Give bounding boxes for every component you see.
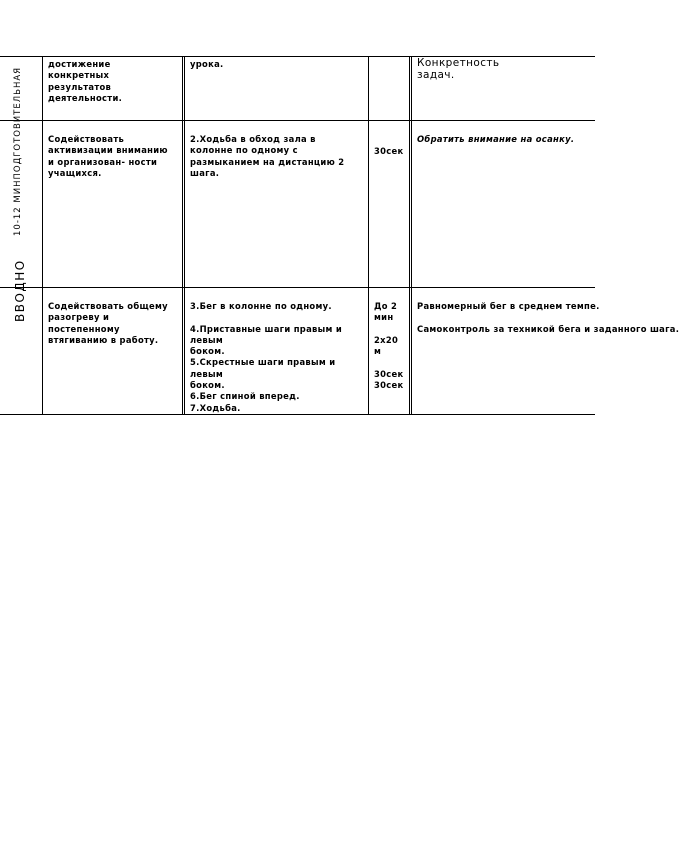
row-border-bottom (0, 414, 595, 415)
row-2-notes: Обратить внимание на осанку. (417, 134, 575, 144)
column-border-1 (42, 56, 43, 414)
column-border-2 (182, 56, 185, 414)
column-border-4 (409, 56, 412, 414)
row-3-task: Содействовать общему разогреву и постепенному втягиванию в работу. (48, 301, 168, 345)
row-3-dose: До 2 мин 2х20 м 30сек 30сек (374, 301, 404, 391)
row-1-task: достижение конкретных результатов деятельности. (48, 59, 123, 103)
row-1-notes: Конкретность задач. (417, 57, 500, 81)
row-3-notes-1: Равномерный бег в среднем темпе. (417, 301, 600, 311)
row-1-content: урока. (190, 59, 224, 69)
row-border-2 (0, 287, 595, 288)
side-label-intro: ВВОДНО (13, 259, 27, 322)
row-3-notes-2: Самоконтроль за техникой бега и заданного шага. (417, 324, 679, 334)
row-2-dose: 30сек (374, 146, 404, 156)
side-label-preparatory: 10-12 МИНПОДГОТОВИТЕЛЬНАЯ (13, 66, 23, 236)
row-3-content: 3.Бег в колонне по одному. 4.Приставные шаги правым и левым боком. 5.Скрестные шаги правым и левым боком. 6.Бег спиной вперед. 7.Ходьба. (190, 301, 343, 413)
row-border-1 (0, 120, 595, 121)
row-2-task: Содействовать активизации вниманию и организован- ности учащихся. (48, 134, 168, 178)
row-2-content: 2.Ходьба в обход зала в колонне по одному с размыканием на дистанцию 2 шага. (190, 134, 345, 178)
column-border-3 (368, 56, 369, 414)
